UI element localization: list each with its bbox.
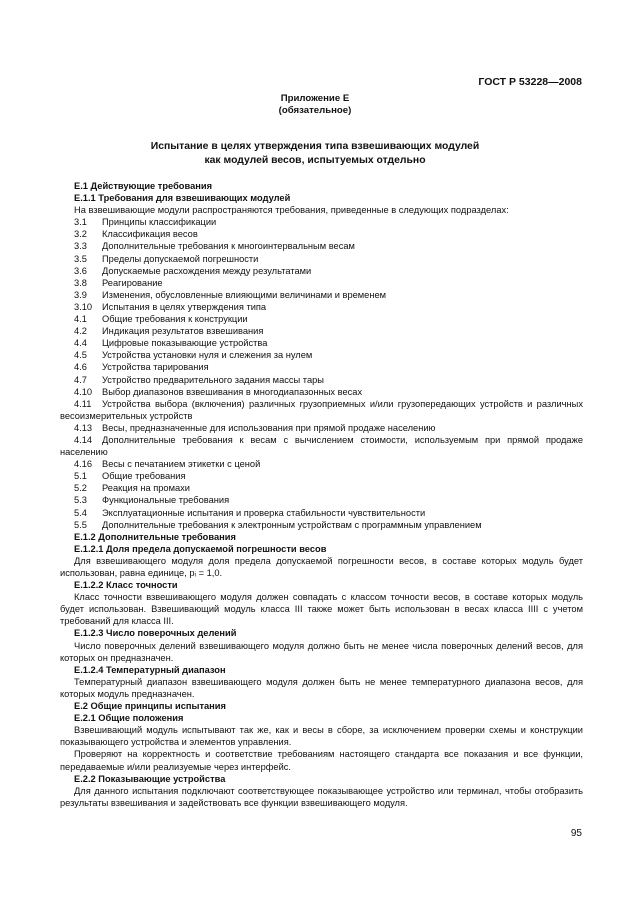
- list-item: [60, 277, 583, 289]
- clause-heading: Е.1.2.1 Доля предела допускаемой погрешности весов: [74, 543, 327, 554]
- list-item-number: 5.1: [74, 471, 87, 482]
- list-item-text: Принципы классификации: [102, 217, 217, 228]
- list-item-number: 4.11: [74, 398, 92, 409]
- list-item: [60, 301, 583, 313]
- list-item: [60, 434, 583, 458]
- list-item-number: 5.2: [74, 483, 87, 494]
- subsection-heading: Е.1.2 Дополнительные требования: [74, 531, 236, 542]
- paragraph: Температурный диапазон взвешивающего модуля должен быть не менее температурного диапазона весов, для которых модуль предназначен.: [60, 676, 583, 699]
- list-item: [60, 289, 583, 301]
- paragraph: Класс точности взвешивающего модуля должен совпадать с классом точности весов, в составе которых модуль будет использован. Взвешивающий модуль класса III также может быть использован в весах класса IIII с учетом требований для класса III.: [60, 592, 583, 627]
- clause-heading: Е.1.2.3 Число поверочных делений: [74, 628, 237, 639]
- list-item-number: 4.7: [74, 374, 87, 385]
- list-item-text: Функциональные требования: [102, 495, 230, 506]
- list-item-number: 5.3: [74, 495, 87, 506]
- section-heading: Е.2 Общие принципы испытания: [74, 701, 226, 712]
- paragraph: На взвешивающие модули распространяются требования, приведенные в следующих подразделах:: [74, 205, 509, 216]
- list-item: [60, 507, 583, 519]
- list-item-text: Дополнительные требования к весам с вычислением стоимости, используемым при прямой продаже населению: [60, 434, 583, 458]
- list-item: [60, 398, 583, 422]
- list-item: [60, 216, 583, 228]
- subsection-list: [60, 216, 583, 397]
- list-item: [60, 313, 583, 325]
- list-item-number: 3.2: [74, 229, 87, 240]
- page-number: 95: [570, 828, 582, 839]
- list-item: [60, 482, 583, 494]
- paragraph: Для взвешивающего модуля доля предела допускаемой погрешности весов, в составе которых модуль будет использован, равна единице, pᵢ = 1,0.: [60, 555, 583, 578]
- list-item-text: Цифровые показывающие устройства: [102, 338, 268, 349]
- list-item: [60, 386, 583, 398]
- clause-heading: Е.1.2.2 Класс точности: [74, 580, 178, 591]
- list-item-text: Устройства выбора (включения) различных грузоприемных и/или грузопередающих устройств и различных весоизмерительных устройств: [60, 398, 583, 421]
- paragraph: Для данного испытания подключают соответствующее показывающее устройство или терминал, чтобы отобразить результаты взвешивания и задействовать все функции взвешивающего модуля.: [60, 785, 583, 808]
- list-item-number: 4.6: [74, 362, 87, 373]
- annex-title: Приложение Е: [280, 93, 350, 104]
- list-item-number: 4.16: [74, 459, 93, 470]
- list-item-text: Дополнительные требования к многоинтервальным весам: [102, 241, 355, 252]
- list-item-number: 4.14: [74, 434, 93, 445]
- list-item: [60, 337, 583, 349]
- list-item: [60, 422, 583, 434]
- list-item-number: 4.10: [74, 386, 93, 397]
- list-item-text: Изменения, обусловленные влияющими величинами и временем: [102, 289, 387, 300]
- list-item-text: Общие требования к конструкции: [102, 314, 248, 325]
- paragraph: Взвешивающий модуль испытывают так же, как и весы в сборе, за исключением проверки схемы и конструкции показывающего устройства и элементов управления.: [60, 725, 583, 748]
- list-item-number: 4.5: [74, 350, 87, 361]
- list-item-text: Устройство предварительного задания массы тары: [102, 374, 324, 385]
- title-line-2: как модулей весов, испытуемых отдельно: [204, 155, 426, 166]
- subsection-heading: Е.2.1 Общие положения: [74, 713, 184, 724]
- subsection-heading: Е.2.2 Показывающие устройства: [74, 773, 226, 784]
- subsection-heading: Е.1.1 Требования для взвешивающих модулей: [74, 193, 291, 204]
- annex-status: (обязательное): [278, 105, 352, 116]
- list-item: [60, 253, 583, 265]
- list-item-number: 3.9: [74, 289, 87, 300]
- list-item-text: Весы с печатанием этикетки с ценой: [102, 459, 261, 470]
- list-item-number: 3.3: [74, 241, 87, 252]
- list-item-text: Устройства установки нуля и слежения за нулем: [102, 350, 313, 361]
- list-item: [60, 374, 583, 386]
- list-item-number: 4.1: [74, 314, 87, 325]
- list-item: [60, 361, 583, 373]
- list-item: [60, 325, 583, 337]
- document-body: [60, 180, 583, 809]
- annex-main-title: [60, 140, 570, 168]
- list-item: [60, 265, 583, 277]
- paragraph: Число поверочных делений взвешивающего модуля должно быть не менее числа поверочных делений весов, для которых он предназначен.: [60, 640, 583, 663]
- list-item-text: Классификация весов: [102, 229, 198, 240]
- list-item: [60, 458, 583, 470]
- subsection-list: [60, 458, 583, 531]
- list-item-text: Индикация результатов взвешивания: [102, 326, 264, 337]
- document-id: ГОСТ Р 53228—2008: [478, 76, 582, 88]
- list-item-text: Эксплуатационные испытания и проверка стабильности чувствительности: [102, 507, 426, 518]
- list-item-number: 3.10: [74, 301, 93, 312]
- annex-heading: [0, 93, 630, 117]
- list-item-text: Допускаемые расхождения между результатами: [102, 265, 312, 276]
- list-item-text: Дополнительные требования к электронным устройствам с программным управлением: [102, 519, 482, 530]
- list-item-number: 3.5: [74, 253, 87, 264]
- list-item-text: Реакция на промахи: [102, 483, 191, 494]
- list-item-number: 3.6: [74, 265, 87, 276]
- clause-heading: Е.1.2.4 Температурный диапазон: [74, 664, 226, 675]
- list-item-number: 3.8: [74, 277, 87, 288]
- list-item: [60, 494, 583, 506]
- list-item-number: 5.5: [74, 519, 87, 530]
- list-item: [60, 228, 583, 240]
- paragraph: Проверяют на корректность и соответствие требованиям настоящего стандарта все показания и все функции, передаваемые и/или реализуемые через интерфейс.: [60, 749, 583, 772]
- list-item-text: Выбор диапазонов взвешивания в многодиапазонных весах: [102, 386, 363, 397]
- list-item-text: Испытания в целях утверждения типа: [102, 301, 267, 312]
- list-item-text: Общие требования: [102, 471, 186, 482]
- list-item-number: 3.1: [74, 217, 87, 228]
- list-item-number: 4.4: [74, 338, 87, 349]
- list-item: [60, 240, 583, 252]
- list-item: [60, 470, 583, 482]
- list-item-number: 5.4: [74, 507, 87, 518]
- list-item: [60, 519, 583, 531]
- list-item-number: 4.2: [74, 326, 87, 337]
- list-item-text: Пределы допускаемой погрешности: [102, 253, 259, 264]
- list-item-text: Весы, предназначенные для использования при прямой продаже населению: [102, 422, 436, 433]
- list-item-number: 4.13: [74, 422, 93, 433]
- title-line-1: Испытание в целях утверждения типа взвешивающих модулей: [150, 141, 480, 152]
- list-item: [60, 349, 583, 361]
- list-item-text: Реагирование: [102, 277, 163, 288]
- section-heading: Е.1 Действующие требования: [74, 181, 213, 191]
- list-item-text: Устройства тарирования: [102, 362, 209, 373]
